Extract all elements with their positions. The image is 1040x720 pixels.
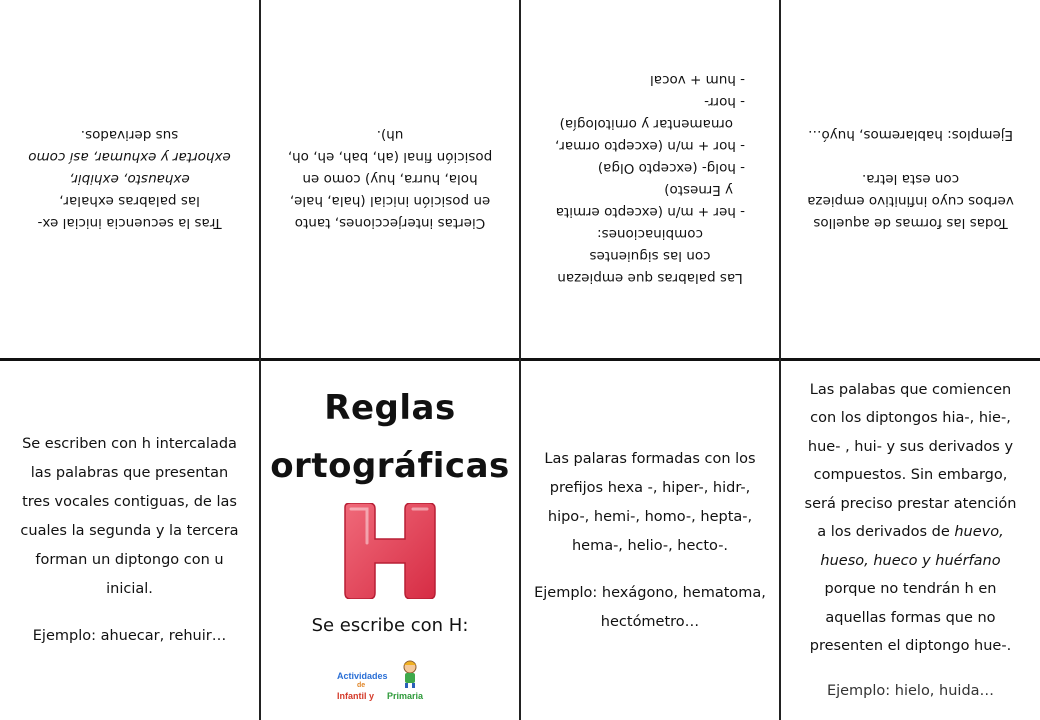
text-line: hola, hurra, huy) como en xyxy=(302,171,478,187)
example-text: Ejemplo: ahuecar, rehuir… xyxy=(32,628,227,644)
text-line: hipo-, hemi-, homo-, hepta-, xyxy=(547,508,753,525)
text-line: aquellas formas que no xyxy=(825,609,996,626)
text-line: Las palaras formadas con los xyxy=(544,450,756,467)
text-line: tres vocales contiguas, de las xyxy=(22,494,237,510)
top-card-combinations xyxy=(521,0,779,358)
text-line: compuestos. Sin embargo, xyxy=(813,467,1008,484)
child-mascot-icon xyxy=(397,659,423,689)
text-line: exhausto, exhibir, xyxy=(69,171,190,187)
text-line: combinaciones: xyxy=(597,226,703,242)
top-card-ex xyxy=(0,0,259,358)
list-item: - her + m/n (excepto ermita xyxy=(555,204,746,220)
text-line: hueso, hueco y huérfano xyxy=(820,552,1001,569)
text-line: con esta letra. xyxy=(861,171,960,187)
page-title-line1: Reglas xyxy=(324,388,456,428)
bottom-card-intercalated xyxy=(0,361,259,720)
example-text: Ejemplo: hielo, huida… xyxy=(826,682,995,699)
text-line: prefijos hexa -, hiper-, hidr-, xyxy=(549,479,751,496)
top-card-interjections xyxy=(261,0,519,358)
text-line: verbos cuyo infinitivo empieza xyxy=(807,193,1014,209)
text-line: cuales la segunda y la tercera xyxy=(20,523,239,539)
list-item: - horr- xyxy=(704,94,746,110)
list-item: - hor + m/n (excepto ormar, xyxy=(554,138,746,154)
big-letter-h-icon xyxy=(339,503,441,599)
text-line: con las siguientes xyxy=(589,248,711,264)
top-card-verbs xyxy=(781,0,1040,358)
list-item: - hum + vocal xyxy=(650,72,746,88)
text-line: posición final (ah, bah, eh, oh, xyxy=(287,149,493,165)
text-line: las palabras exhalar, xyxy=(59,193,200,209)
text-line: Las palabas que comiencen xyxy=(809,381,1012,398)
page-title-line2: ortográficas xyxy=(270,446,510,486)
text-line: las palabras que presentan xyxy=(30,465,229,481)
example-text: Ejemplos: hablaremos, huyó… xyxy=(807,127,1014,143)
subtitle: Se escribe con H: xyxy=(311,615,469,636)
text-line: será preciso prestar atención xyxy=(804,495,1017,512)
bottom-card-diphthongs xyxy=(781,361,1040,720)
text-line: forman un diptongo con u xyxy=(35,552,224,568)
publisher-logo: Actividades de Infantil y Primaria xyxy=(335,659,445,709)
list-item: y Ernesto) xyxy=(664,182,734,198)
example-text: hectómetro… xyxy=(600,613,700,630)
bottom-card-prefixes xyxy=(521,361,779,720)
example-text: Ejemplo: hexágono, hematoma, xyxy=(534,584,766,601)
text-line: sus derivados. xyxy=(80,127,179,143)
list-item: ornamentar y ornitología) xyxy=(559,116,734,132)
text-line: Las palabras que empiezan xyxy=(557,270,743,286)
text-line: exhortar y exhumar, así como xyxy=(28,149,231,165)
text-line: a los derivados de huevo, xyxy=(817,524,1004,541)
text-line: Tras la secuencia inicial ex- xyxy=(37,215,222,231)
bottom-card-title xyxy=(261,361,519,720)
text-line: presenten el diptongo hue-. xyxy=(809,638,1012,655)
text-line: inicial. xyxy=(106,581,153,597)
text-line: Todas las formas de aquellos xyxy=(813,215,1008,231)
text-line: Se escriben con h intercalada xyxy=(22,436,237,452)
text-line: Ciertas interjecciones, tanto xyxy=(294,215,486,231)
text-line: hue- , hui- y sus derivados y xyxy=(807,438,1014,455)
text-line: hema-, helio-, hecto-. xyxy=(571,537,729,554)
list-item: - holg- (excepto Olga) xyxy=(597,160,746,176)
text-line: porque no tendrán h en xyxy=(824,581,997,598)
combination-list xyxy=(555,69,745,223)
text-line: en posición inicial (hala, hale, xyxy=(289,193,491,209)
text-line: uh). xyxy=(376,127,404,143)
text-line: con los diptongos hia-, hie-, xyxy=(810,410,1011,427)
